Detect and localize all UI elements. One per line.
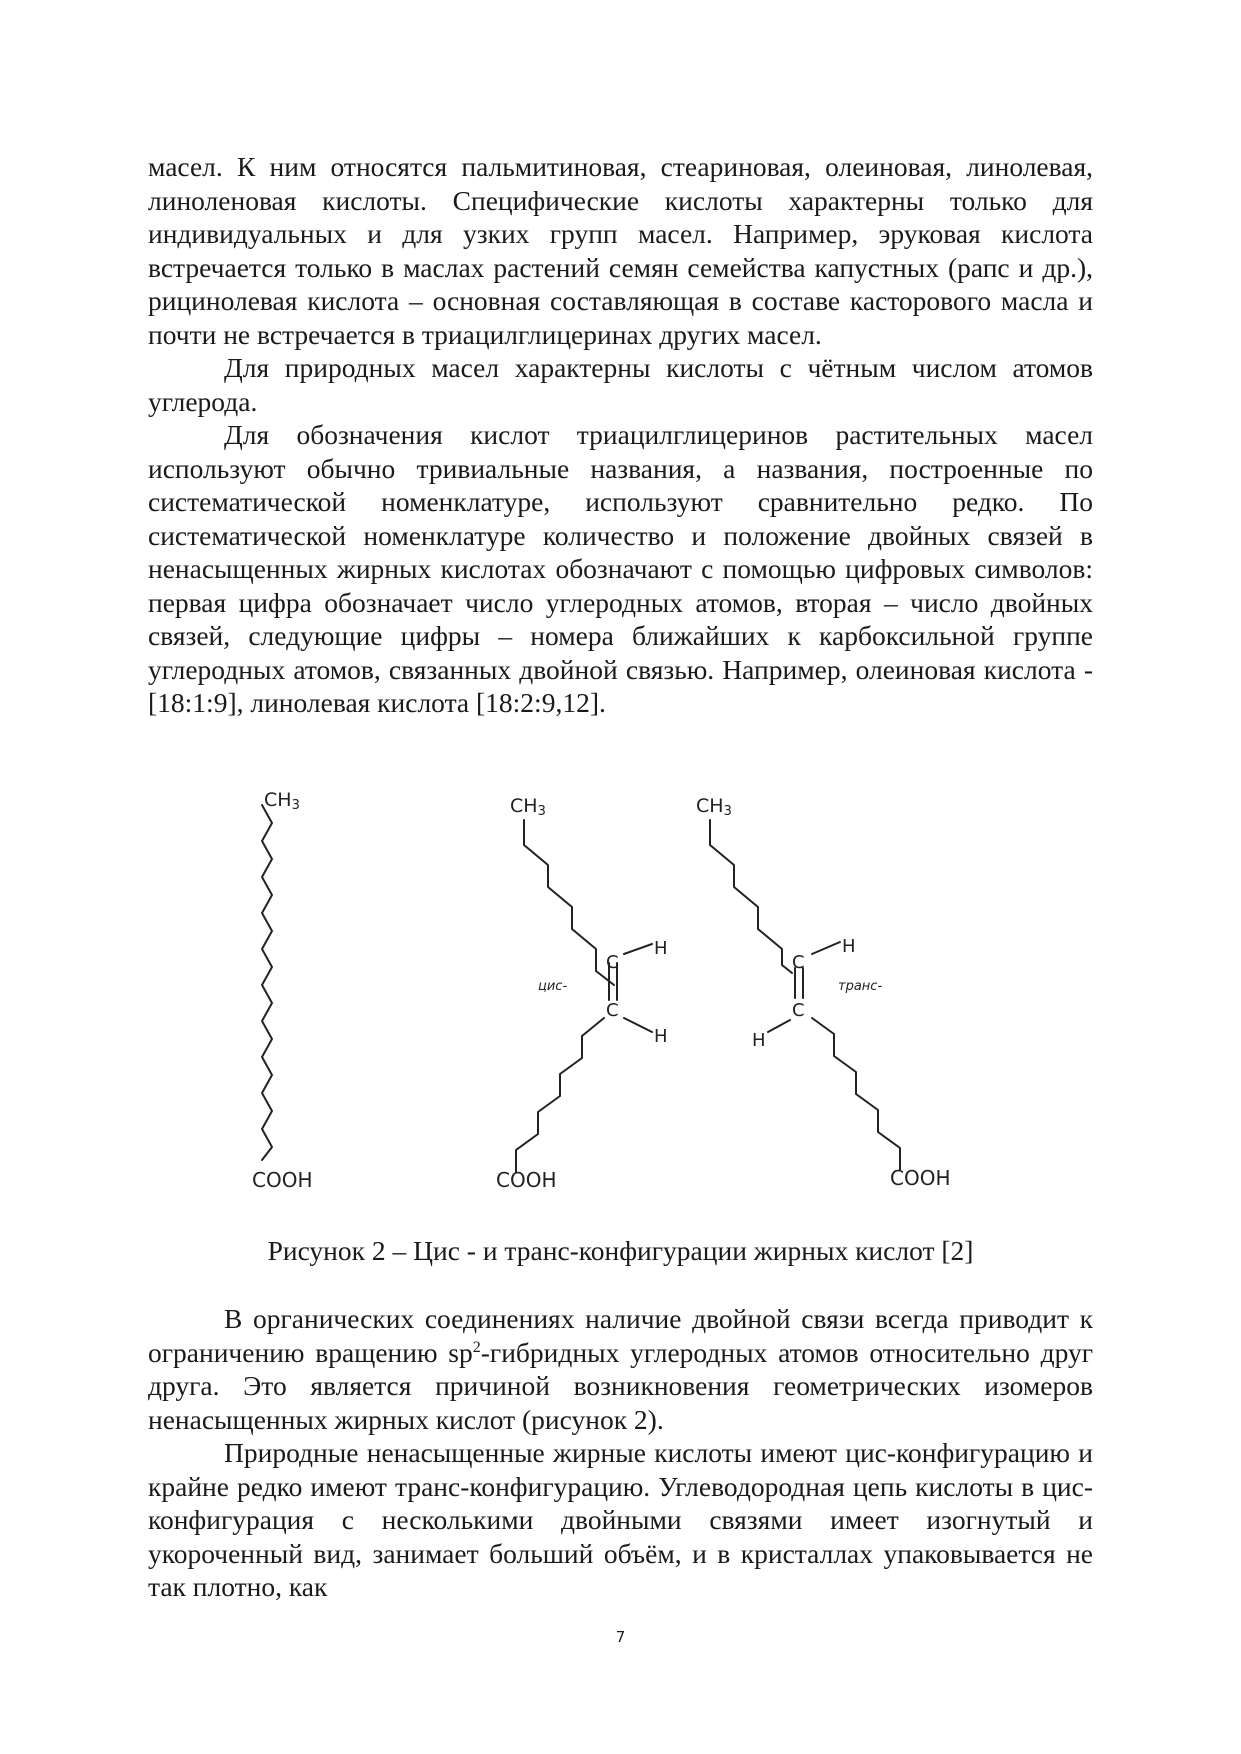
cooh-label: COOH bbox=[890, 1166, 951, 1190]
hydrogen-label: H bbox=[752, 1030, 766, 1051]
saturated-chain bbox=[262, 805, 272, 1160]
hydrogen-label: H bbox=[654, 1026, 668, 1047]
trans-c-h-top bbox=[812, 942, 840, 954]
hydrogen-label: H bbox=[842, 936, 856, 957]
cis-c-h-top bbox=[624, 944, 652, 954]
cooh-label: COOH bbox=[496, 1168, 557, 1192]
hydrogen-label: H bbox=[654, 938, 668, 959]
page-number: 7 bbox=[615, 1628, 626, 1646]
cis-chain-upper bbox=[524, 820, 614, 985]
paragraph: Для обозначения кислот триацилглицеринов растительных масел используют обычно тривиальные названия, а названия, построенные по систематической номенклатуре, используют сравнительно редко. По систематической номенклатуре количество и положение двойных связей в ненасыщенных жирных кислотах обозначают с помощью цифровых символов: первая цифра обозначает число углеродных атомов, вторая – число двойных связей, следующие цифры – номера ближайших к карбоксильной группе углеродных атомов, связанных двойной связью. Например, олеиновая кислота - [18:1:9], линолевая кислота [18:2:9,12]. bbox=[148, 419, 1093, 718]
paragraph: Природные ненасыщенные жирные кислоты имеют цис-конфигурацию и крайне редко имеют транс-конфигурацию. Углеводородная цепь кислоты в цис-конфигурация с несколькими двойными связями имеет изогнутый и укороченный вид, занимает больший объём, и в кристаллах упаковывается не так плотно, как bbox=[148, 1437, 1093, 1602]
paragraph: Для природных масел характерны кислоты с чётным числом атомов углерода. bbox=[148, 352, 1093, 417]
cis-chain-lower bbox=[516, 1018, 604, 1172]
figure-caption: Рисунок 2 – Цис - и транс-конфигурации жирных кислот [2] bbox=[267, 1235, 974, 1266]
ch3-label: CH3 bbox=[510, 795, 546, 819]
cis-label: цис- bbox=[538, 979, 568, 994]
trans-label: транс- bbox=[838, 979, 883, 994]
carbon-label: C bbox=[606, 1000, 619, 1021]
trans-chain-lower bbox=[812, 1018, 900, 1170]
cooh-label: COOH bbox=[252, 1168, 313, 1192]
carbon-label: C bbox=[792, 952, 805, 973]
paragraph: В органических соединениях наличие двойной связи всегда приводит к ограничению вращению $sp^2$-гибридных углеродных атомов относительно друг друга. Это является причиной возникновения геометрических изомеров ненасыщенных жирных кислот (рисунок 2). bbox=[148, 1303, 1094, 1435]
cis-c-h-bottom bbox=[624, 1018, 652, 1032]
text-block-bottom bbox=[148, 1302, 1093, 1604]
carbon-label: C bbox=[792, 1000, 805, 1021]
ch3-label: CH3 bbox=[696, 795, 732, 819]
ch3-label: CH3 bbox=[264, 789, 300, 813]
trans-chain-upper bbox=[710, 820, 792, 973]
paragraph: масел. К ним относятся пальмитиновая, стеариновая, олеиновая, линолевая, линоленовая кислоты. Специфические кислоты характерны только для индивидуальных и для узких групп масел. Например, эруковая кислота встречается только в маслах растений семян семейства капустных (рапс и др.), рицинолевая кислота – основная составляющая в составе касторового масла и почти не встречается в триацилглицеринах других масел. bbox=[148, 151, 1093, 350]
trans-c-h-bottom bbox=[768, 1020, 790, 1032]
carbon-label: C bbox=[606, 952, 619, 973]
